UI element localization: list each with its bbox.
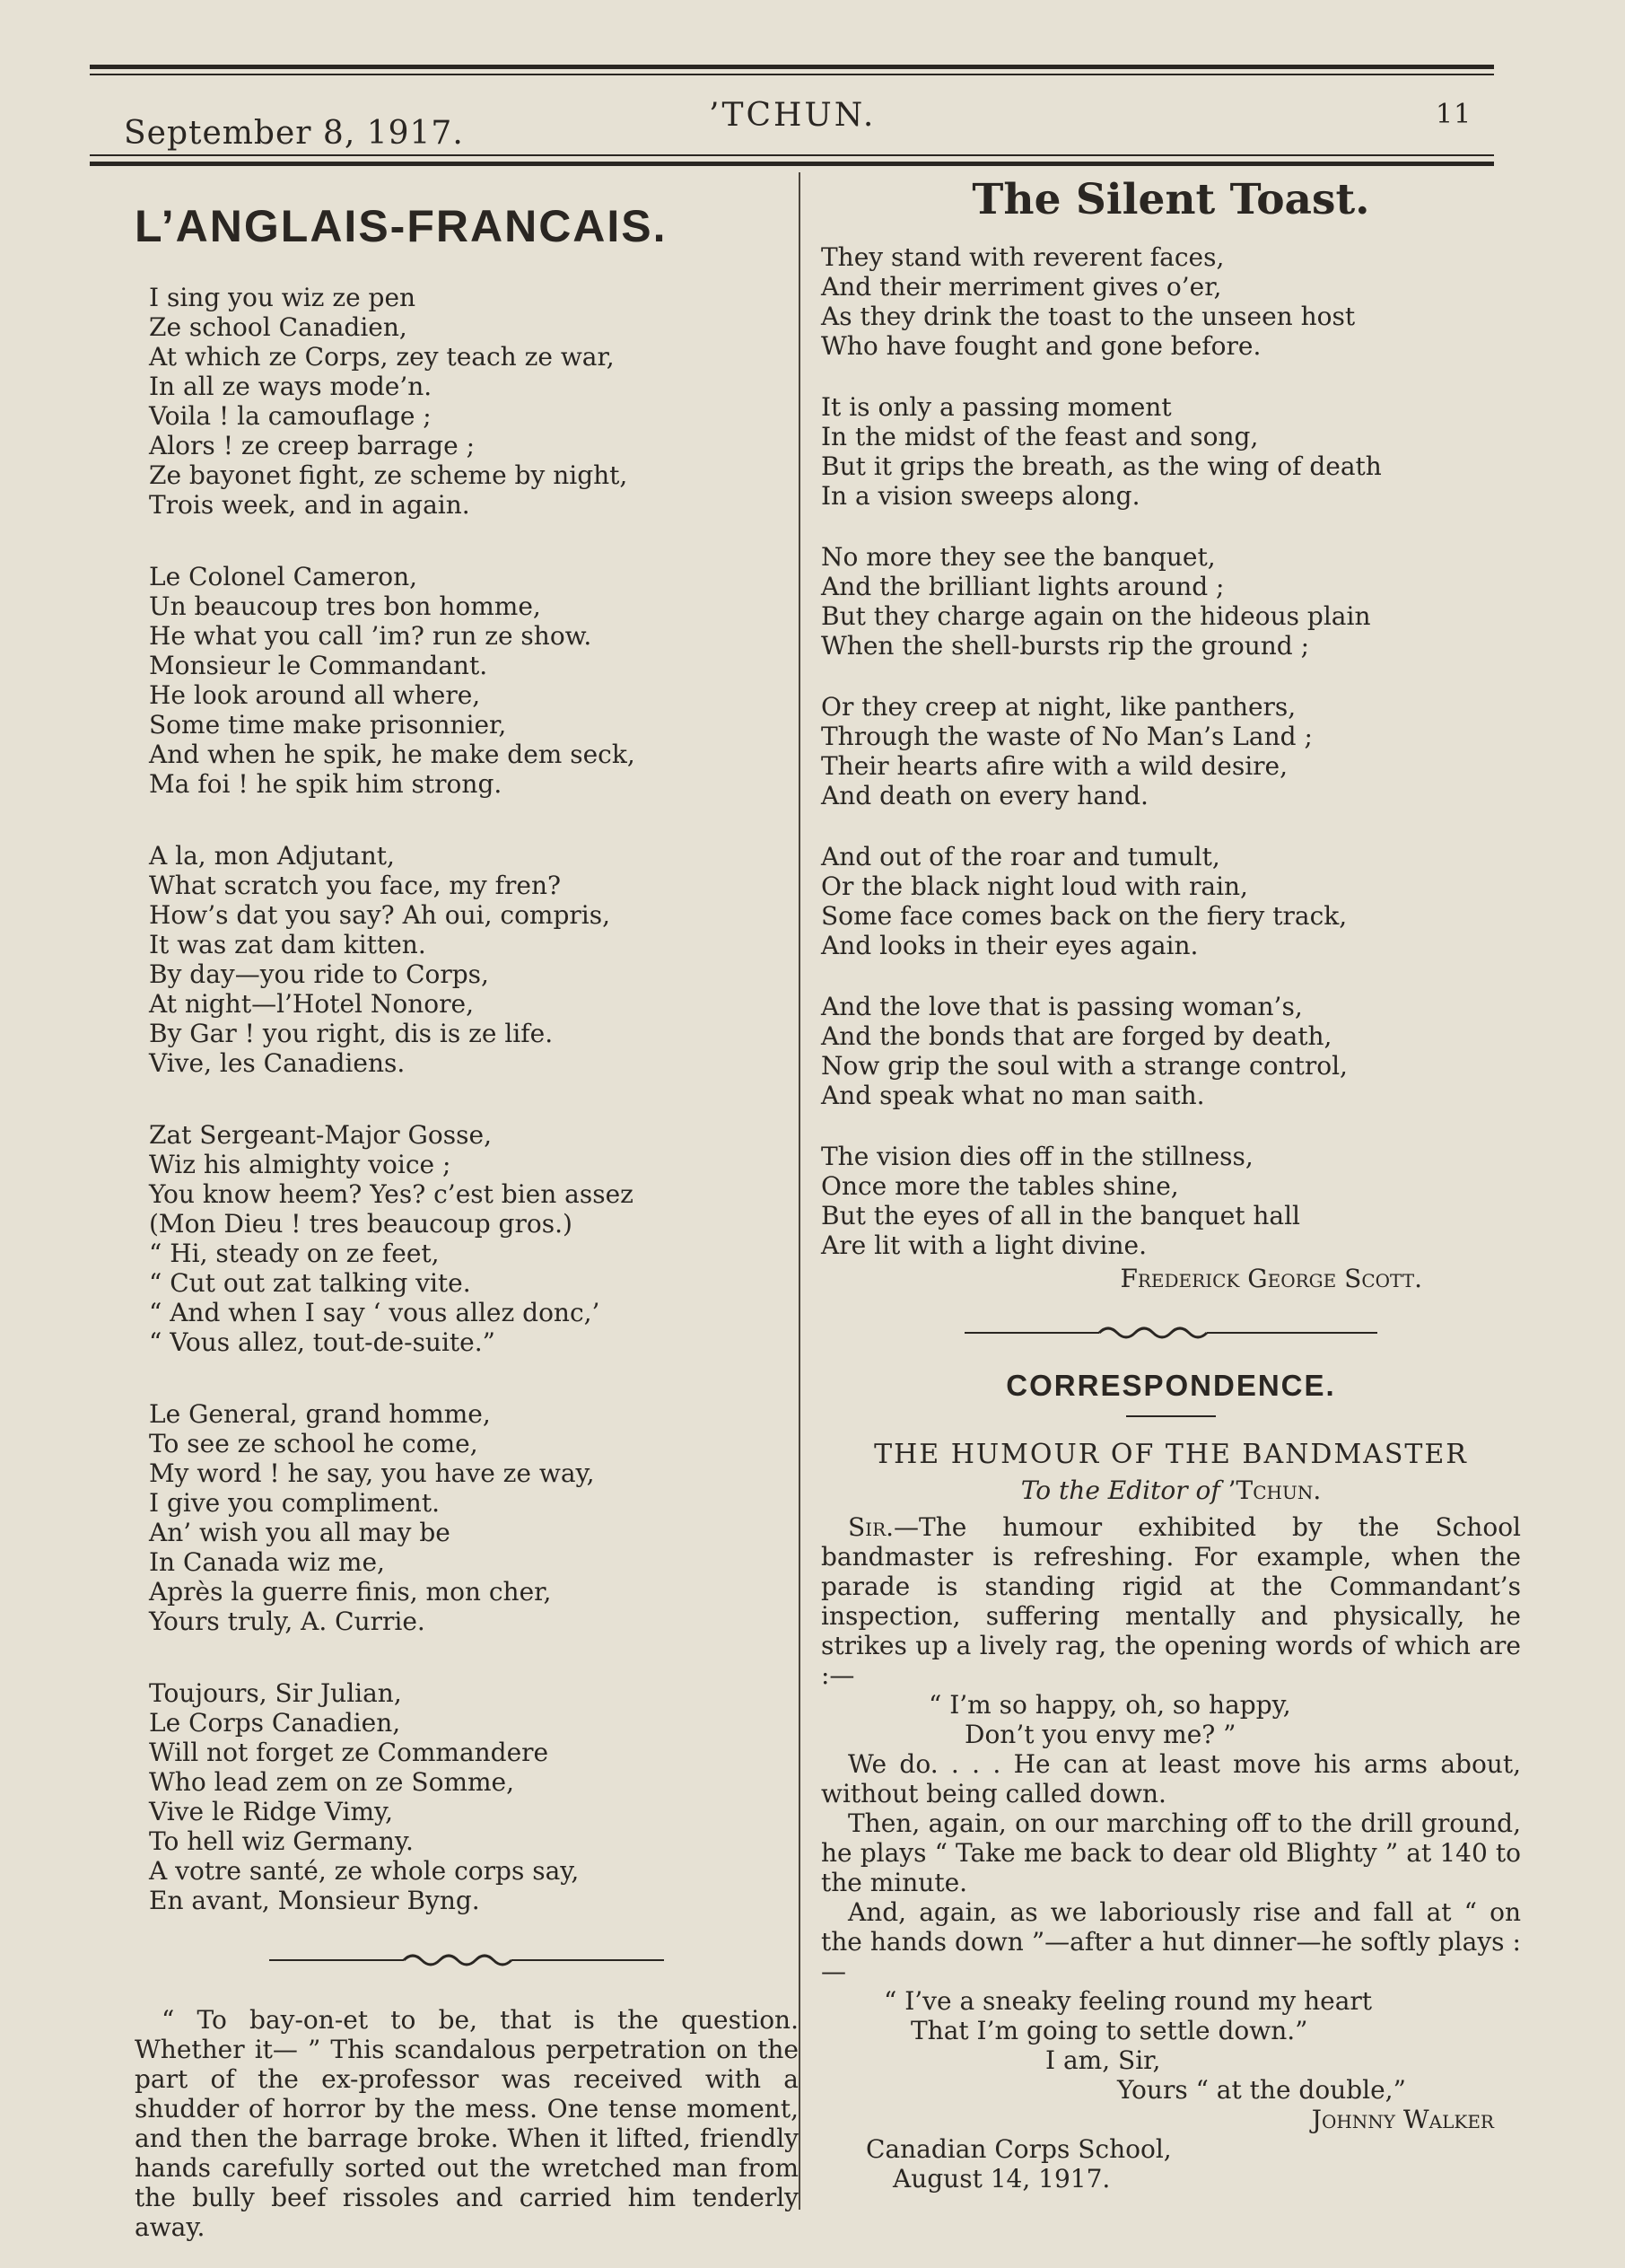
silent-toast-line: When the shell-bursts rip the ground ;	[821, 631, 1310, 661]
letter-signoff-1: I am, Sir,	[1045, 2045, 1161, 2075]
anglais-francais-line: Wiz his almighty voice ;	[149, 1150, 451, 1179]
silent-toast-line: And death on every hand.	[821, 781, 1149, 810]
letter-paragraph-3: Then, again, on our marching off to the drill ground, he plays “ Take me back to dear old Blighty ” at 140 to the minute.	[821, 1808, 1521, 1897]
header-rule-bottom-thick	[90, 162, 1494, 166]
anglais-francais-line: A votre santé, ze whole corps say,	[149, 1856, 580, 1886]
anglais-francais-line: Alors ! ze creep barrage ;	[149, 431, 476, 460]
letter-paragraph-2: We do. . . . He can at least move his arms about, without being called down.	[821, 1749, 1521, 1808]
poem-title-anglais-francais: L’ANGLAIS-FRANCAIS.	[135, 201, 668, 251]
silent-toast-line: Are lit with a light divine.	[821, 1230, 1148, 1260]
header-rule-top-thick	[90, 65, 1494, 69]
silent-toast-line: It is only a passing moment	[821, 392, 1172, 422]
anglais-francais-line: To see ze school he come,	[149, 1429, 478, 1458]
silent-toast-line: Now grip the soul with a strange control,	[821, 1051, 1348, 1081]
anglais-francais-line: By day—you ride to Corps,	[149, 959, 489, 989]
silent-toast-line: The vision dies off in the stillness,	[821, 1142, 1254, 1171]
right-column	[821, 175, 1521, 2194]
poem-anglais-francais	[135, 283, 799, 1915]
letter-paragraph-1-text: —The humour exhibited by the School bandmaster is refreshing. For example, when the parade is standing rigid at the Commandant’s inspection, suffering mentally and physically, he strikes up a lively rag, the opening words of which are :—	[821, 1512, 1521, 1690]
header-page-number: 11	[1436, 99, 1472, 130]
silent-toast-line: And their merriment gives o’er,	[821, 272, 1222, 302]
silent-toast-line: And out of the roar and tumult,	[821, 842, 1220, 871]
letter-addressee-journal: ’Tchun.	[1227, 1476, 1322, 1505]
letter-date: August 14, 1917.	[893, 2164, 1111, 2194]
letter-addressee	[821, 1476, 1521, 1505]
silent-toast-line: Their hearts afire with a wild desire,	[821, 751, 1289, 781]
anglais-francais-line: A la, mon Adjutant,	[149, 841, 395, 871]
letter-paragraph-4: And, again, as we laboriously rise and fall at “ on the hands down ”—after a hut dinner—he softly plays :—	[821, 1897, 1521, 1986]
anglais-francais-line: Voila ! la camouflage ;	[149, 401, 432, 431]
anglais-francais-stanza	[135, 1678, 799, 1915]
header-rule-bottom-thin	[90, 154, 1494, 156]
prose-bayonet-anecdote	[135, 2005, 799, 2242]
anglais-francais-line: Will not forget ze Commandere	[149, 1738, 549, 1767]
letter-signoff-2: Yours “ at the double,”	[1117, 2075, 1406, 2105]
column-divider	[799, 172, 800, 2210]
silent-toast-stanza	[821, 692, 1521, 810]
anglais-francais-line: Ze school Canadien,	[149, 312, 407, 342]
letter-paragraph-1	[821, 1512, 1521, 1690]
anglais-francais-line: Who lead zem on ze Somme,	[149, 1767, 515, 1797]
anglais-francais-line: Le Colonel Cameron,	[149, 562, 418, 591]
silent-toast-line: In a vision sweeps along.	[821, 481, 1140, 511]
letter-addressee-prefix: To the Editor of	[1020, 1476, 1220, 1505]
header-date: September 8, 1917.	[124, 115, 464, 152]
anglais-francais-line: How’s dat you say? Ah oui, compris,	[149, 900, 611, 930]
silent-toast-line: Some face comes back on the fiery track,	[821, 901, 1348, 931]
anglais-francais-line: Le Corps Canadien,	[149, 1708, 401, 1738]
silent-toast-stanza	[821, 542, 1521, 661]
anglais-francais-line: Après la guerre finis, mon cher,	[149, 1577, 552, 1607]
silent-toast-line: And speak what no man saith.	[821, 1081, 1205, 1110]
silent-toast-stanza	[821, 242, 1521, 361]
anglais-francais-line: Un beaucoup tres bon homme,	[149, 591, 541, 621]
anglais-francais-line: (Mon Dieu ! tres beaucoup gros.)	[149, 1209, 572, 1239]
anglais-francais-line: Le General, grand homme,	[149, 1399, 491, 1429]
anglais-francais-line: “ Hi, steady on ze feet,	[149, 1239, 440, 1268]
silent-toast-line: Or they creep at night, like panthers,	[821, 692, 1297, 722]
anglais-francais-line: I sing you wiz ze pen	[149, 283, 416, 312]
poem-silent-toast	[821, 242, 1521, 1260]
silent-toast-line: Through the waste of No Man’s Land ;	[821, 722, 1313, 751]
silent-toast-stanza	[821, 392, 1521, 511]
anglais-francais-line: Toujours, Sir Julian,	[149, 1678, 402, 1708]
anglais-francais-line: He look around all where,	[149, 680, 481, 710]
letter-signature: Johnny Walker	[1311, 2105, 1494, 2134]
anglais-francais-line: Ze bayonet fight, ze scheme by night,	[149, 460, 628, 490]
anglais-francais-line: “ Cut out zat talking vite.	[149, 1268, 471, 1298]
anglais-francais-line: I give you compliment.	[149, 1488, 440, 1518]
silent-toast-line: But it grips the breath, as the wing of death	[821, 451, 1382, 481]
silent-toast-line: And the bonds that are forged by death,	[821, 1021, 1332, 1051]
letter-quote-2-line-1: “ I’ve a sneaky feeling round my heart	[884, 1986, 1373, 2016]
silent-toast-line: In the midst of the feast and song,	[821, 422, 1259, 451]
anglais-francais-line: It was zat dam kitten.	[149, 930, 426, 959]
anglais-francais-line: Trois week, and in again.	[149, 490, 470, 520]
silent-toast-line: Once more the tables shine,	[821, 1171, 1179, 1201]
anglais-francais-line: You know heem? Yes? c’est bien assez	[149, 1179, 633, 1209]
anglais-francais-line: An’ wish you all may be	[149, 1518, 450, 1547]
anglais-francais-line: “ And when I say ‘ vous allez donc,’	[149, 1298, 600, 1327]
anglais-francais-line: In Canada wiz me,	[149, 1547, 385, 1577]
silent-toast-line: But they charge again on the hideous plain	[821, 601, 1371, 631]
silent-toast-line: And looks in their eyes again.	[821, 931, 1199, 960]
silent-toast-line: Who have fought and gone before.	[821, 331, 1262, 361]
silent-toast-line: And the love that is passing woman’s,	[821, 992, 1303, 1021]
anglais-francais-line: My word ! he say, you have ze way,	[149, 1458, 595, 1488]
silent-toast-line: As they drink the toast to the unseen host	[821, 302, 1356, 331]
anglais-francais-line: At night—l’Hotel Nonore,	[149, 989, 474, 1019]
anglais-francais-line: “ Vous allez, tout-de-suite.”	[149, 1327, 495, 1357]
letter-salutation: Sir.	[848, 1512, 895, 1542]
anglais-francais-line: In all ze ways mode’n.	[149, 372, 432, 401]
header-journal-title: ’TCHUN.	[709, 97, 877, 134]
anglais-francais-line: Vive le Ridge Vimy,	[149, 1797, 393, 1826]
ornament-divider-left	[269, 1948, 664, 1969]
silent-toast-line: They stand with reverent faces,	[821, 242, 1225, 272]
poem-title-silent-toast: The Silent Toast.	[972, 175, 1370, 224]
silent-toast-line: No more they see the banquet,	[821, 542, 1216, 572]
anglais-francais-stanza	[135, 1120, 799, 1357]
correspondence-heading: CORRESPONDENCE.	[1006, 1369, 1336, 1402]
letter-body	[821, 1512, 1521, 2194]
anglais-francais-line: By Gar ! you right, dis is ze life.	[149, 1019, 554, 1048]
anglais-francais-line: What scratch you face, my fren?	[149, 871, 562, 900]
anglais-francais-stanza	[135, 562, 799, 799]
anglais-francais-line: And when he spik, he make dem seck,	[149, 740, 635, 769]
anglais-francais-stanza	[135, 283, 799, 520]
letter-quote-1-line-2: Don’t you envy me? ”	[965, 1720, 1236, 1749]
letter-quote-1-line-1: “ I’m so happy, oh, so happy,	[929, 1690, 1291, 1720]
correspondence-section	[821, 1369, 1521, 2194]
silent-toast-stanza	[821, 842, 1521, 960]
correspondence-rule	[1126, 1415, 1216, 1417]
prose-bayonet-text: “ To bay-on-et to be, that is the question. Whether it— ” This scandalous perpetration on the part of the ex-professor was received with a shudder of horror by the mess. One tense moment, and then the barrage broke. When it lifted, friendly hands carefully sorted out the wretched man from the bully beef rissoles and carried him tenderly away.	[135, 2005, 799, 2242]
header-rule-top-thin	[90, 74, 1494, 75]
silent-toast-line: But the eyes of all in the banquet hall	[821, 1201, 1300, 1230]
anglais-francais-line: Some time make prisonnier,	[149, 710, 507, 740]
letter-quote-2-line-2: That I’m going to settle down.”	[911, 2016, 1308, 2045]
silent-toast-stanza	[821, 992, 1521, 1110]
anglais-francais-line: En avant, Monsieur Byng.	[149, 1886, 480, 1915]
anglais-francais-line: Monsieur le Commandant.	[149, 651, 488, 680]
letter-address: Canadian Corps School,	[866, 2134, 1172, 2164]
anglais-francais-stanza	[135, 1399, 799, 1636]
ornament-divider-right	[965, 1320, 1377, 1342]
silent-toast-line: And the brilliant lights around ;	[821, 572, 1225, 601]
letter-title: THE HUMOUR OF THE BANDMASTER	[874, 1439, 1468, 1470]
anglais-francais-line: Zat Sergeant-Major Gosse,	[149, 1120, 492, 1150]
anglais-francais-line: Ma foi ! he spik him strong.	[149, 769, 502, 799]
anglais-francais-line: At which ze Corps, zey teach ze war,	[149, 342, 615, 372]
anglais-francais-line: Yours truly, A. Currie.	[149, 1607, 425, 1636]
anglais-francais-line: He what you call ’im? run ze show.	[149, 621, 592, 651]
anglais-francais-line: Vive, les Canadiens.	[149, 1048, 406, 1078]
anglais-francais-line: To hell wiz Germany.	[149, 1826, 414, 1856]
silent-toast-stanza	[821, 1142, 1521, 1260]
left-column	[135, 175, 799, 2242]
silent-toast-line: Or the black night loud with rain,	[821, 871, 1248, 901]
anglais-francais-stanza	[135, 841, 799, 1078]
poem-author: Frederick George Scott.	[1120, 1264, 1422, 1293]
